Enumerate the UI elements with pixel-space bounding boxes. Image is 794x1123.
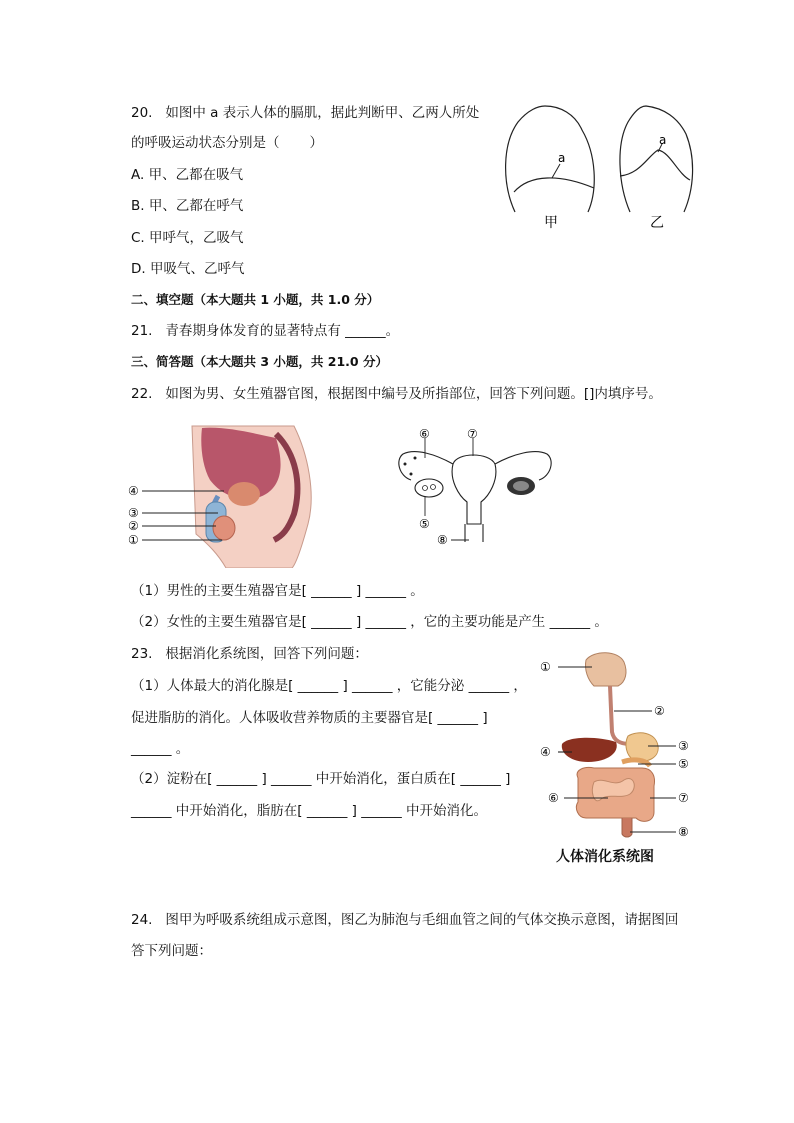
- q23-line1: （1）人体最大的消化腺是[ ______ ] ______ ，它能分泌 ______ ，: [131, 678, 527, 694]
- q22-stem: 22. 如图为男、女生殖器官图，根据图中编号及所指部位，回答下列问题。[]内填序号。: [131, 386, 662, 402]
- jia-chest-outline: [506, 106, 595, 212]
- esophagus-shape: [610, 686, 630, 744]
- uterus-outline: [452, 455, 496, 524]
- female-reproductive-figure: [385, 424, 565, 548]
- q20-stem-line2: 的呼吸运动状态分别是（ ）: [131, 135, 324, 151]
- male-label-4: ④: [128, 484, 139, 498]
- q22-sub2: （2）女性的主要生殖器官是[ ______ ] ______ ，它的主要功能是产生 ______ 。: [131, 614, 608, 630]
- digestive-system-figure: [538, 652, 698, 840]
- q23-line5: ______ 中开始消化，脂肪在[ ______ ] ______ 中开始消化。: [131, 803, 487, 819]
- section-short-answer-heading: 三、简答题（本大题共 3 小题，共 21.0 分）: [131, 354, 388, 369]
- male-label-1: ①: [128, 533, 139, 547]
- right-fallopian-tube: [495, 452, 551, 480]
- male-label-3: ③: [128, 506, 139, 520]
- testis-shape: [213, 516, 235, 540]
- male-reproductive-figure: [126, 424, 322, 568]
- digest-label-6: ⑥: [548, 791, 559, 805]
- yi-diaphragm: [620, 150, 690, 180]
- q23-line3: ______ 。: [131, 741, 190, 757]
- q23-stem: 23. 根据消化系统图，回答下列问题：: [131, 646, 368, 662]
- digest-label-8: ⑧: [678, 825, 689, 839]
- digest-label-1: ①: [540, 660, 551, 674]
- q20-option-a: A. 甲、乙都在吸气: [131, 167, 244, 183]
- q20-option-c: C. 甲呼气，乙吸气: [131, 230, 244, 246]
- digest-label-4: ④: [540, 745, 551, 759]
- pancreas-shape: [622, 760, 650, 766]
- rectum-anus-shape: [622, 818, 632, 837]
- section-fill-in-heading: 二、填空题（本大题共 1 小题，共 1.0 分）: [131, 292, 380, 307]
- jia-label-a: a: [558, 151, 566, 165]
- yi-chest-outline: [620, 106, 693, 212]
- head-mouth-shape: [585, 653, 626, 686]
- digestive-figure-caption: 人体消化系统图: [556, 849, 654, 865]
- liver-shape: [562, 738, 617, 762]
- jia-pointer-line: [552, 164, 560, 178]
- left-fallopian-tube: [399, 452, 453, 480]
- q20-option-b: B. 甲、乙都在呼气: [131, 198, 244, 214]
- q23-line4: （2）淀粉在[ ______ ] ______ 中开始消化，蛋白质在[ ______ ]: [131, 771, 511, 787]
- left-ovary: [415, 479, 443, 497]
- digest-label-7: ⑦: [678, 791, 689, 805]
- digest-label-3: ③: [678, 739, 689, 753]
- q20-stem-line1: 20. 如图中 a 表示人体的膈肌，据此判断甲、乙两人所处: [131, 105, 480, 121]
- jia-diaphragm: [514, 178, 594, 192]
- q23-line2: 促进脂肪的消化。人体吸收营养物质的主要器官是[ ______ ]: [131, 710, 488, 726]
- q21-stem: 21. 青春期身体发育的显著特点有 ______。: [131, 323, 400, 339]
- q20-option-d: D. 甲吸气、乙呼气: [131, 261, 245, 277]
- jia-label: 甲: [544, 215, 558, 231]
- female-label-7: ⑦: [467, 427, 478, 441]
- q24-stem-line1: 24. 图甲为呼吸系统组成示意图，图乙为肺泡与毛细血管之间的气体交换示意图，请据图回: [131, 912, 679, 928]
- digest-label-5: ⑤: [678, 757, 689, 771]
- female-label-8: ⑧: [437, 533, 448, 547]
- diaphragm-figure: [500, 104, 700, 232]
- q22-sub1: （1）男性的主要生殖器官是[ ______ ] ______ 。: [131, 583, 424, 599]
- yi-label-a: a: [659, 133, 667, 147]
- yi-label: 乙: [650, 215, 664, 231]
- prostate-shape: [228, 482, 260, 506]
- female-label-5: ⑤: [419, 517, 430, 531]
- q24-stem-line2: 答下列问题：: [131, 943, 212, 959]
- digest-label-2: ②: [654, 704, 665, 718]
- female-label-6: ⑥: [419, 427, 430, 441]
- male-label-2: ②: [128, 519, 139, 533]
- stomach-shape: [626, 733, 658, 761]
